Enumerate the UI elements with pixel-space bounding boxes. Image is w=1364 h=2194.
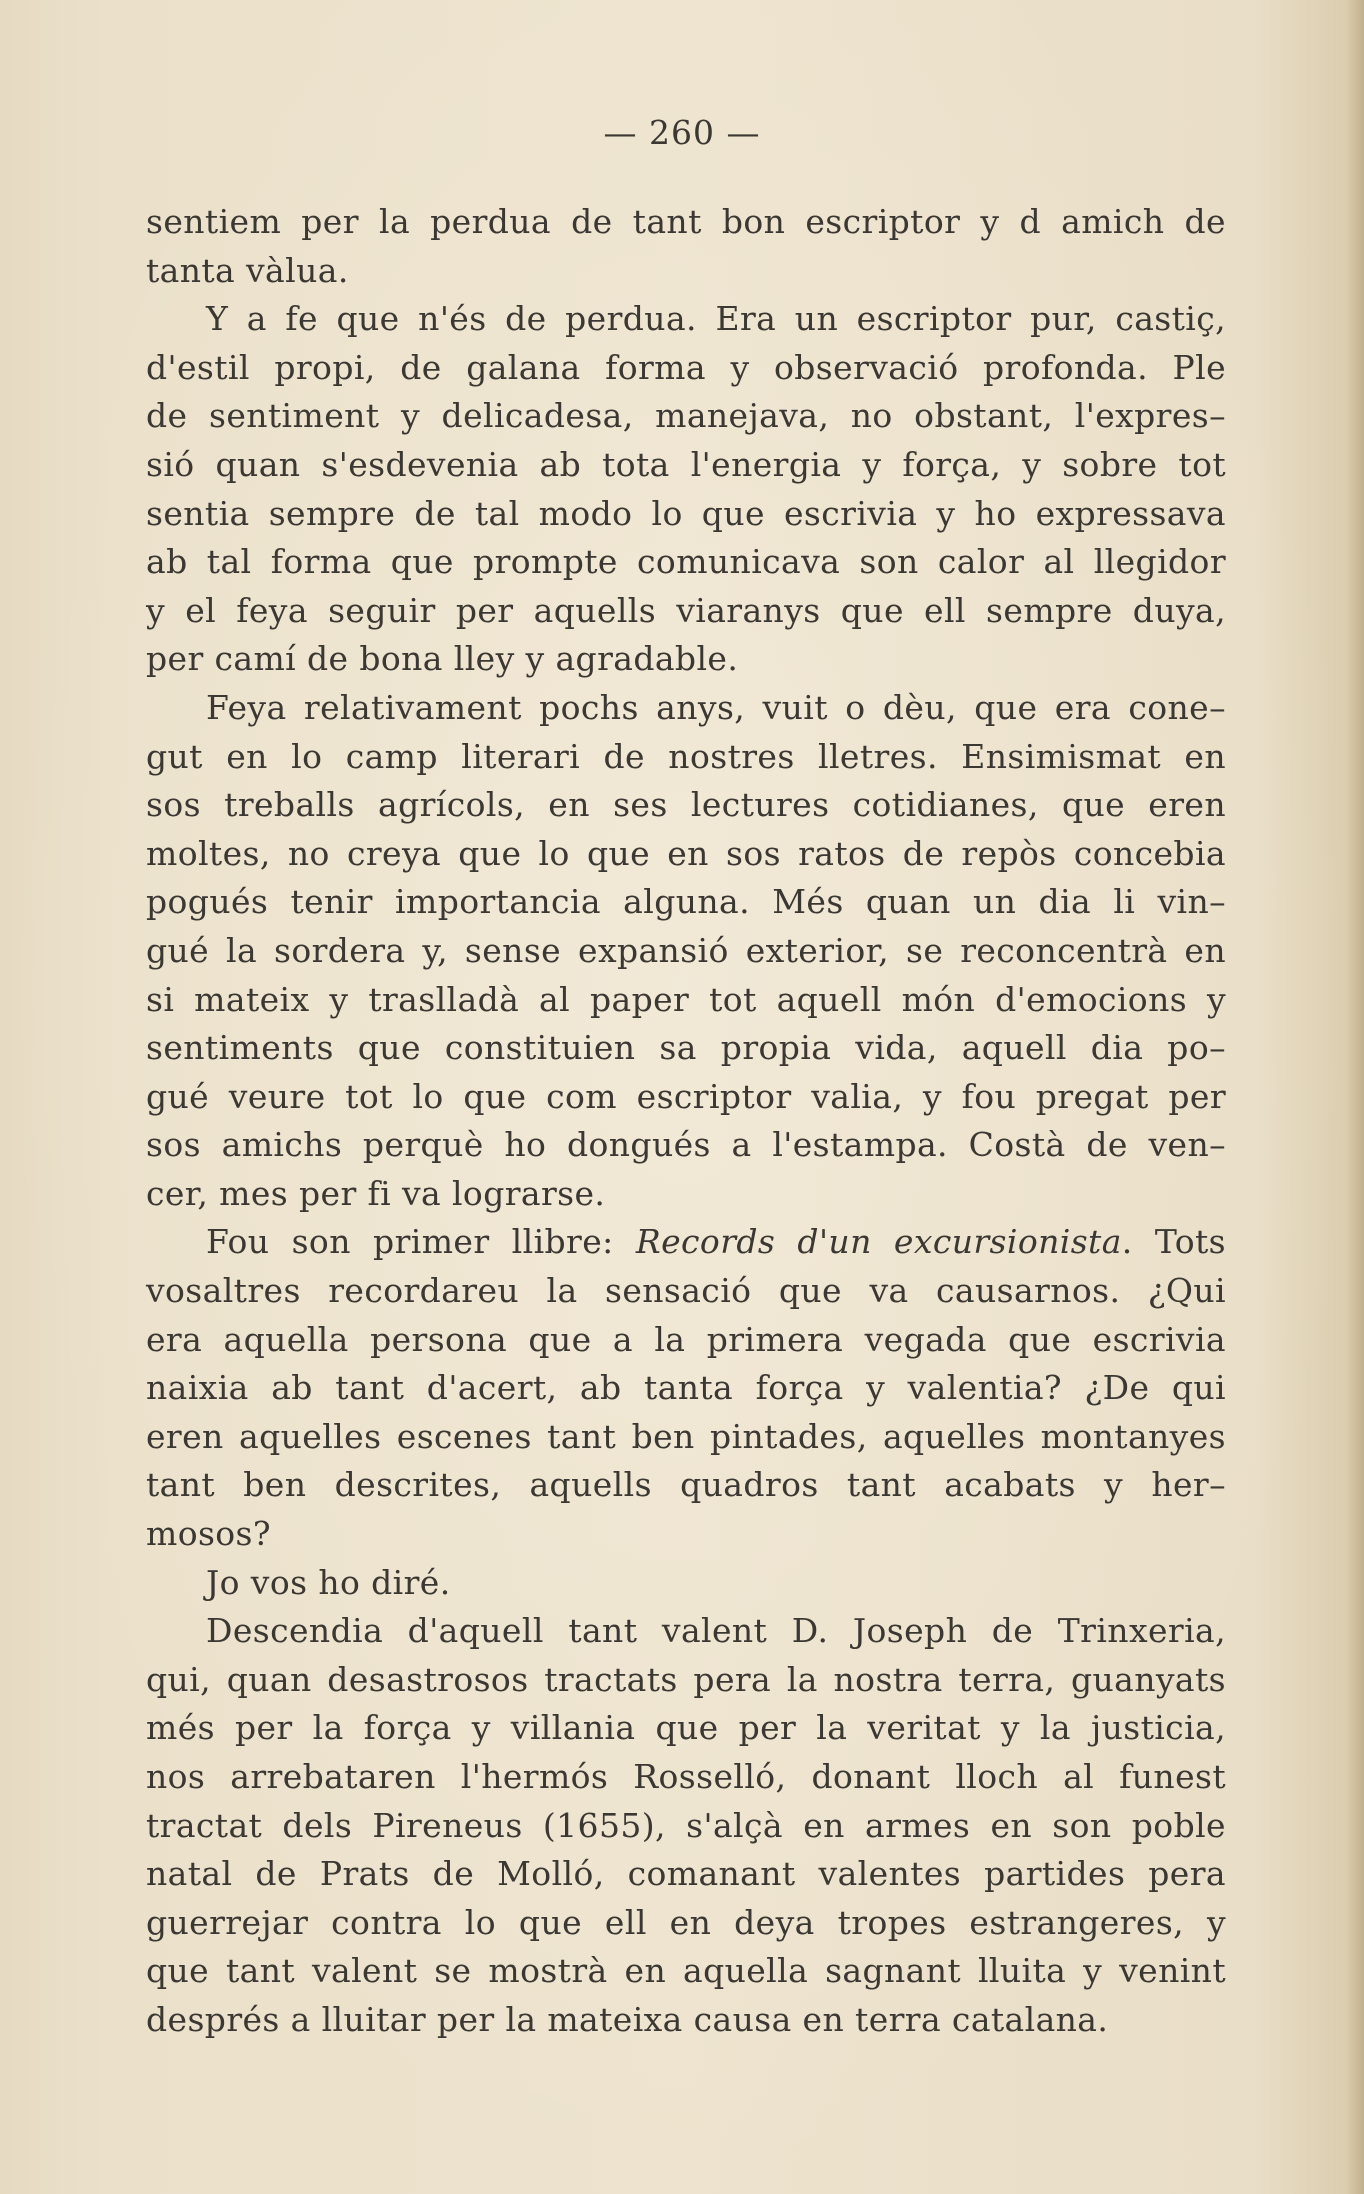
text-line: mosos? bbox=[146, 1514, 271, 1554]
text-line: vosaltres recordareu la sensació que va causarnos. ¿Qui bbox=[146, 1271, 1226, 1311]
text-line: sentiem per la perdua de tant bon escriptor y d amich de bbox=[146, 202, 1226, 241]
text-line: tractat dels Pireneus (1655), s'alçà en armes en son poble bbox=[146, 1805, 1226, 1845]
text-line: gué la sordera y, sense expansió exterior, se reconcentrà en bbox=[146, 930, 1226, 970]
text-line: per camí de bona lley y agradable. bbox=[146, 639, 739, 679]
text-line: tanta vàlua. bbox=[146, 250, 349, 290]
text-line: gut en lo camp literari de nostres lletres. Ensimismat en bbox=[146, 736, 1226, 776]
text-line: Y a fe que n'és de perdua. Era un escriptor pur, castiç, bbox=[206, 299, 1226, 339]
text-line: eren aquelles escenes tant ben pintades, aquelles montanyes bbox=[146, 1416, 1226, 1456]
text-line: sentia sempre de tal modo lo que escrivia y ho expressava bbox=[146, 493, 1226, 533]
text-line: Feya relativament pochs anys, vuit o dèu, que era cone– bbox=[206, 687, 1226, 727]
text-line: després a lluitar per la mateixa causa en terra catalana. bbox=[146, 1999, 1109, 2039]
text-line: sió quan s'esdevenia ab tota l'energia y força, y sobre tot bbox=[146, 444, 1226, 484]
text-line: si mateix y traslladà al paper tot aquell món d'emocions y bbox=[146, 979, 1226, 1019]
text-line: guerrejar contra lo que ell en deya tropes estrangeres, y bbox=[146, 1902, 1226, 1942]
text-line: tant ben descrites, aquells quadros tant acabats y her– bbox=[146, 1465, 1226, 1505]
text-line: nos arrebataren l'hermós Rosselló, donant lloch al funest bbox=[146, 1757, 1226, 1796]
text-line: gué veure tot lo que com escriptor valia, y fou pregat per bbox=[146, 1076, 1226, 1116]
text-line: pogués tenir importancia alguna. Més quan un dia li vin– bbox=[146, 882, 1226, 922]
text-line: que tant valent se mostrà en aquella sagnant lluita y venint bbox=[146, 1951, 1226, 1991]
text-line: naixia ab tant d'acert, ab tanta força y valentia? ¿De qui bbox=[146, 1368, 1226, 1408]
text-line: sentiments que constituien sa propia vida, aquell dia po– bbox=[146, 1028, 1226, 1068]
text-line: de sentiment y delicadesa, manejava, no obstant, l'expres– bbox=[146, 396, 1226, 436]
text-line: més per la força y villania que per la veritat y la justicia, bbox=[146, 1708, 1226, 1748]
page-edge-shadow bbox=[1346, 0, 1364, 2194]
text-line: qui, quan desastrosos tractats pera la nostra terra, guanyats bbox=[146, 1659, 1226, 1699]
book-title-italic: Records d'un excursionista bbox=[635, 1222, 1122, 1262]
text-line: Jo vos ho diré. bbox=[206, 1562, 451, 1602]
text-line: sos amichs perquè ho dongués a l'estampa. Costà de ven– bbox=[146, 1125, 1226, 1165]
text-line: Descendia d'aquell tant valent D. Joseph de Trinxeria, bbox=[206, 1611, 1226, 1651]
text-line: ab tal forma que prompte comunicava son calor al llegidor bbox=[146, 542, 1226, 582]
text-line: y el feya seguir per aquells viaranys que ell sempre duya, bbox=[146, 590, 1226, 630]
text-line: era aquella persona que a la primera vegada que escrivia bbox=[146, 1319, 1226, 1359]
text-line: Fou son primer llibre: Records d'un excursionista. Tots bbox=[206, 1222, 1226, 1262]
text-line: d'estil propi, de galana forma y observació profonda. Ple bbox=[146, 347, 1226, 387]
text-line: cer, mes per fi va lograrse. bbox=[146, 1173, 606, 1213]
text-line: sos treballs agrícols, en ses lectures cotidianes, que eren bbox=[146, 785, 1226, 825]
text-line: moltes, no creya que lo que en sos ratos de repòs concebia bbox=[146, 833, 1226, 873]
text-line: natal de Prats de Molló, comanant valentes partides pera bbox=[146, 1854, 1226, 1894]
page-number: — 260 — bbox=[603, 113, 761, 152]
body-text bbox=[146, 198, 1226, 2045]
